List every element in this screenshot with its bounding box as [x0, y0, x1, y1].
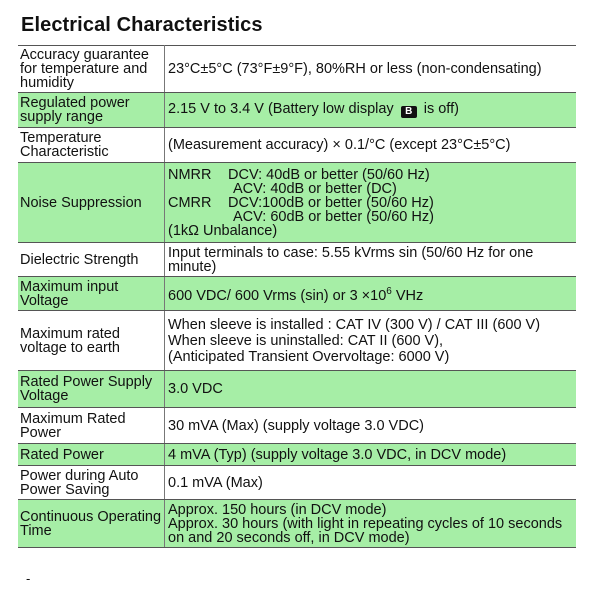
value-line: When sleeve is uninstalled: CAT II (600 V),	[168, 332, 444, 349]
nmrr-acv: ACV: 40dB or better (DC)	[233, 180, 397, 197]
value-line: Approx. 150 hours (in DCV mode)	[168, 501, 387, 518]
exponent: 6	[386, 285, 392, 297]
table-row	[18, 311, 576, 371]
unbalance-note: (1kΩ Unbalance)	[168, 222, 278, 239]
table-row	[18, 466, 576, 500]
row-value	[165, 500, 577, 548]
nmrr-dcv: DCV: 40dB or better (50/60 Hz)	[228, 166, 430, 183]
row-label: Maximum rated voltage to earth	[18, 311, 165, 371]
value-text: 2.15 V to 3.4 V (Battery low display	[168, 101, 394, 117]
value-text: is off)	[423, 101, 459, 117]
table-row	[18, 371, 576, 408]
value-line: When sleeve is installed : CAT IV (300 V) / CAT III (600 V)	[168, 316, 541, 333]
row-value: 3.0 VDC	[165, 371, 577, 408]
row-label: Noise Suppression	[18, 163, 165, 243]
table-row	[18, 243, 576, 277]
footer-mark: -	[26, 571, 31, 586]
row-label: Power during Auto Power Saving	[18, 466, 165, 500]
table-row	[18, 93, 576, 128]
row-label: Dielectric Strength	[18, 243, 165, 277]
row-label: Maximum Rated Power	[18, 408, 165, 444]
value-line: (Anticipated Transient Overvoltage: 6000 V)	[168, 348, 450, 365]
row-label: Accuracy guarantee for temperature and humidity	[18, 46, 165, 93]
row-label: Maximum input Voltage	[18, 277, 165, 311]
noise-suppression-grid	[168, 168, 574, 224]
value-text: 600 VDC/ 600 Vrms (sin) or 3 ×10	[168, 287, 387, 304]
table-row	[18, 163, 576, 243]
table-row	[18, 277, 576, 311]
row-value	[165, 163, 577, 243]
row-value: (Measurement accuracy) × 0.1/°C (except 23°C±5°C)	[165, 128, 577, 163]
value-text: VHz	[391, 287, 424, 304]
row-value	[165, 277, 577, 311]
row-value: 4 mVA (Typ) (supply voltage 3.0 VDC, in DCV mode)	[165, 444, 577, 466]
cmrr-dcv: DCV:100dB or better (50/60 Hz)	[228, 194, 434, 211]
row-value: Input terminals to case: 5.55 kVrms sin (50/60 Hz for one minute)	[165, 243, 577, 277]
nmrr-label: NMRR	[168, 166, 212, 183]
value-line: Approx. 30 hours (with light in repeating cycles of 10 seconds on and 20 seconds off, in DCV mode)	[168, 515, 563, 546]
cmrr-label: CMRR	[168, 194, 212, 211]
row-value	[165, 311, 577, 371]
row-label: Rated Power	[18, 444, 165, 466]
row-value: 0.1 mVA (Max)	[165, 466, 577, 500]
row-value: 23°C±5°C (73°F±9°F), 80%RH or less (non-condensating)	[165, 46, 577, 93]
row-label: Continuous Operating Time	[18, 500, 165, 548]
battery-low-icon: B	[401, 106, 417, 118]
electrical-characteristics-table	[18, 45, 576, 548]
table-row	[18, 46, 576, 93]
row-label: Rated Power Supply Voltage	[18, 371, 165, 408]
row-label: Regulated power supply range	[18, 93, 165, 128]
table-row	[18, 444, 576, 466]
row-label: Temperature Characteristic	[18, 128, 165, 163]
cmrr-acv: ACV: 60dB or better (50/60 Hz)	[233, 208, 434, 225]
table-row	[18, 128, 576, 163]
table-row	[18, 500, 576, 548]
row-value	[165, 93, 577, 128]
table-row	[18, 408, 576, 444]
row-value: 30 mVA (Max) (supply voltage 3.0 VDC)	[165, 408, 577, 444]
section-title: Electrical Characteristics	[21, 14, 263, 36]
